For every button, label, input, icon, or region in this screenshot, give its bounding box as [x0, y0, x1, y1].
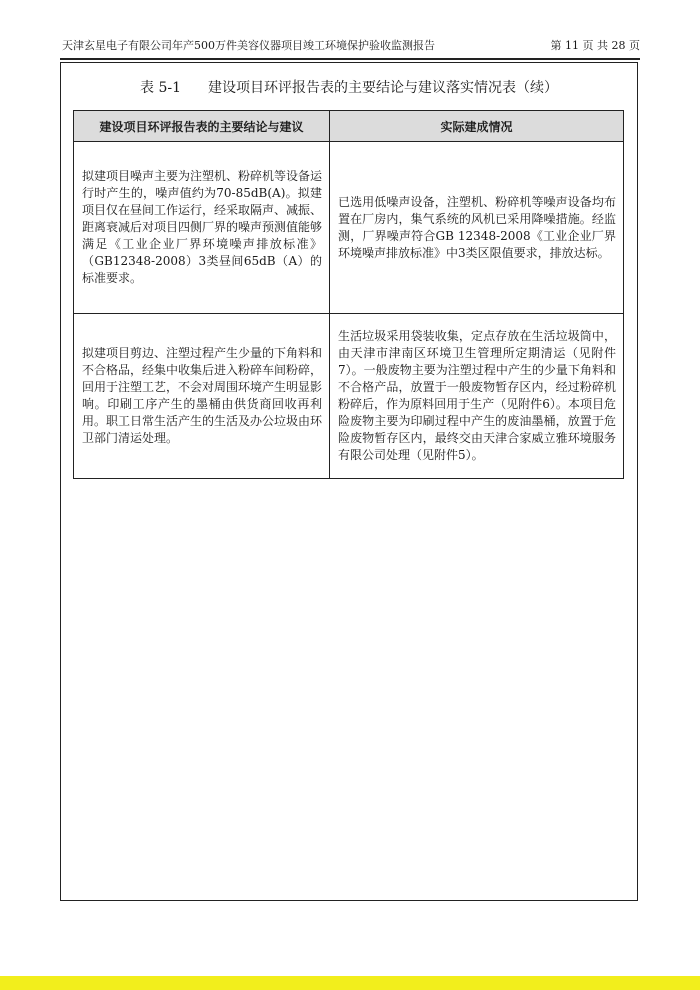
table-number: 表 5-1 — [140, 80, 181, 96]
table-cell — [330, 314, 624, 479]
column-header-actual: 实际建成情况 — [330, 111, 624, 142]
table-header-row — [74, 111, 624, 142]
page-header — [62, 36, 640, 56]
table-caption — [60, 76, 640, 100]
bottom-color-strip — [0, 976, 700, 990]
conclusion-text: 拟建项目噪声主要为注塑机、粉碎机等设备运行时产生的，噪声值约为70-85dB(A)。拟建项目仅在昼间工作运行，经采取隔声、减振、距离衰减后对项目四侧厂界的噪声预测值能够满足《工业企业厂界环境噪声排放标准》（GB12348-2008）3类昼间65dB（A）的标准要求。 — [82, 169, 323, 285]
actual-text: 已选用低噪声设备，注塑机、粉碎机等噪声设备均布置在厂房内，集气系统的风机已采用降噪措施。经监测，厂界噪声符合GB 12348-2008《工业企业厂界环境噪声排放标准》中3类区限值要求，排放达标。 — [338, 194, 616, 260]
table-cell — [74, 142, 330, 314]
table-cell — [330, 142, 624, 314]
conclusion-text: 拟建项目剪边、注塑过程产生少量的下角料和不合格品，经集中收集后进入粉碎车间粉碎，回用于注塑工艺，不会对周围环境产生明显影响。印刷工序产生的墨桶由供货商回收再利用。职工日常生活产生的生活及办公垃圾由环卫部门清运处理。 — [82, 346, 323, 445]
table-row — [74, 142, 624, 314]
page-number: 第 11 页 共 28 页 — [550, 39, 640, 52]
header-divider — [60, 58, 640, 60]
table-cell — [74, 314, 330, 479]
table-title: 建设项目环评报告表的主要结论与建议落实情况表（续） — [208, 80, 558, 96]
conclusions-table — [73, 110, 624, 479]
report-title: 天津玄星电子有限公司年产500万件美容仪器项目竣工环境保护验收监测报告 — [62, 39, 435, 52]
column-header-conclusion: 建设项目环评报告表的主要结论与建议 — [74, 111, 330, 142]
actual-text: 生活垃圾采用袋装收集，定点存放在生活垃圾筒中，由天津市津南区环境卫生管理所定期清运（见附件7）。一般废物主要为注塑过程中产生的少量下角料和不合格产品，放置于一般废物暂存区内，经过粉碎机粉碎后，作为原料回用于生产（见附件6）。本项目危险废物主要为印刷过程中产生的废油墨桶，放置于危险废物暂存区内，最终交由天津合家威立雅环境服务有限公司处理（见附件5）。 — [338, 329, 616, 462]
table-row — [74, 314, 624, 479]
